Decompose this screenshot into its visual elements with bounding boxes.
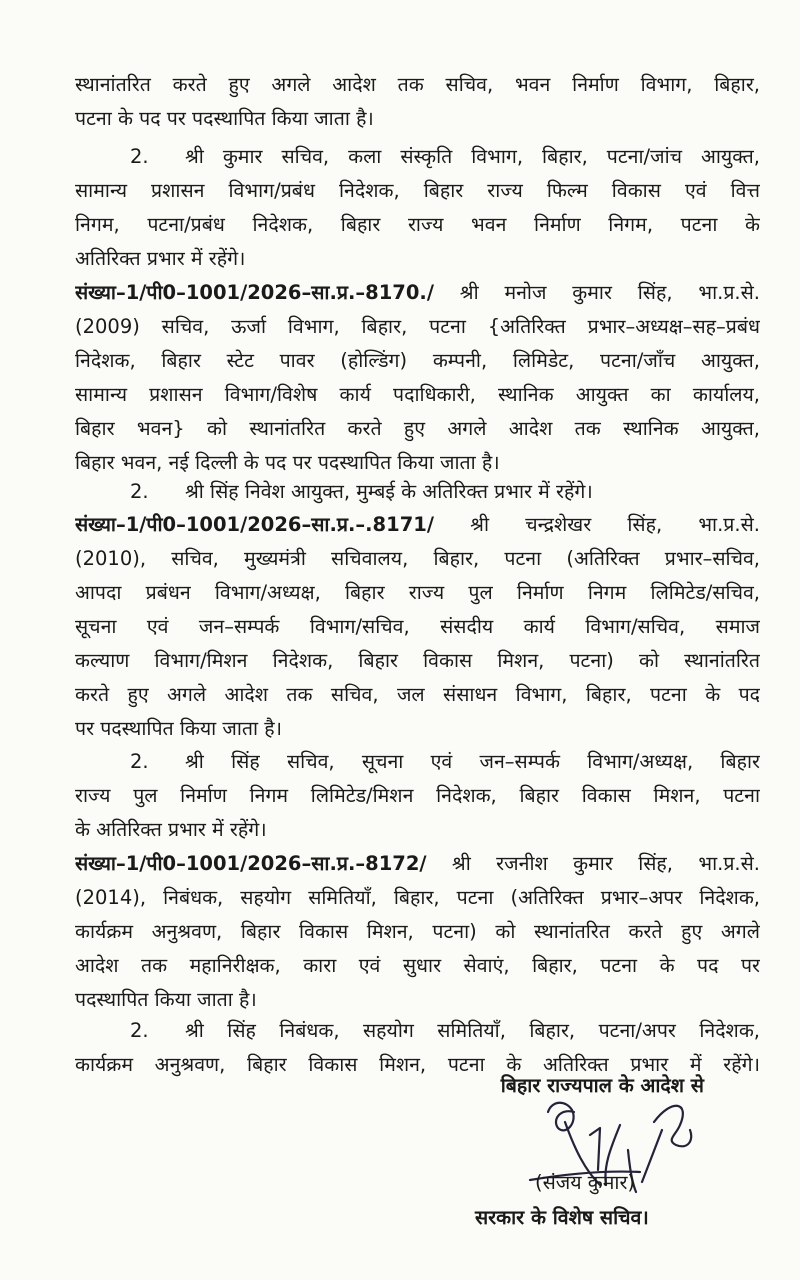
text-line: कार्यक्रम अनुश्रवण, बिहार विकास मिशन, पटना) को स्थानांतरित करते हुए अगले [75,920,760,943]
text-line: पटना के पद पर पदस्थापित किया जाता है। [75,107,374,130]
text-line: आदेश तक महानिरीक्षक, कारा एवं सुधार सेवाएं, बिहार, पटना के पद पर [75,954,760,977]
clause-text: श्री सिंह निवेश आयुक्त, मुम्बई के अतिरिक्त प्रभार में रहेंगे। [185,480,593,503]
text-line: निगम, पटना/प्रबंध निदेशक, बिहार राज्य भवन निर्माण निगम, पटना के [75,213,760,236]
text-line: के अतिरिक्त प्रभार में रहेंगे। [75,818,267,841]
text-segment: श्री रजनीश कुमार सिंह, भा.प्र.से. [426,852,760,875]
clause-number: 2. [130,145,149,168]
text-line: स्थानांतरित करते हुए अगले आदेश तक सचिव, भवन निर्माण विभाग, बिहार, [75,73,760,96]
clause-text: श्री कुमार सचिव, कला संस्कृति विभाग, बिहार, पटना/जांच आयुक्त, [185,145,760,168]
text-line: निदेशक, बिहार स्टेट पावर (होल्डिंग) कम्पनी, लिमिडेट, पटना/जाँच आयुक्त, [75,349,760,372]
order-reference: संख्या–1/पी0–1001/2026–सा.प्र.–8170./ [75,281,434,304]
text-segment: श्री मनोज कुमार सिंह, भा.प्र.से. [433,281,760,304]
order-authority: बिहार राज्यपाल के आदेश से [500,1074,704,1097]
text-line: राज्य पुल निर्माण निगम लिमिटेड/मिशन निदेशक, बिहार विकास मिशन, पटना [75,784,760,807]
text-line: पर पदस्थापित किया जाता है। [75,717,283,740]
text-line: पदस्थापित किया जाता है। [75,988,257,1011]
order-reference: संख्या–1/पी0–1001/2026–सा.प्र.–8172/ [75,852,427,875]
text-line: (2014), निबंधक, सहयोग समितियाँ, बिहार, पटना (अतिरिक्त प्रभार–अपर निदेशक, [75,886,760,909]
text-line: बिहार भवन, नई दिल्ली के पद पर पदस्थापित किया जाता है। [75,451,500,474]
text-line: (2009) सचिव, ऊर्जा विभाग, बिहार, पटना {अतिरिक्त प्रभार–अध्यक्ष–सह–प्रबंध [75,315,760,338]
signatory-name: (संजय कुमार) [535,1171,636,1194]
text-line: सूचना एवं जन–सम्पर्क विभाग/सचिव, संसदीय कार्य विभाग/सचिव, समाज [75,615,760,638]
clause-number: 2. [130,1019,149,1042]
text-line: कार्यक्रम अनुश्रवण, बिहार विकास मिशन, पटना के अतिरिक्त प्रभार में रहेंगे। [75,1053,760,1076]
clause-number: 2. [130,480,149,503]
text-line: आपदा प्रबंधन विभाग/अध्यक्ष, बिहार राज्य पुल निर्माण निगम लिमिटेड/सचिव, [75,581,760,604]
text-line: बिहार भवन} को स्थानांतरित करते हुए अगले आदेश तक स्थानिक आयुक्त, [75,417,760,440]
text-line: करते हुए अगले आदेश तक सचिव, जल संसाधन विभाग, बिहार, पटना के पद [75,683,760,706]
text-line: सामान्य प्रशासन विभाग/विशेष कार्य पदाधिकारी, स्थानिक आयुक्त का कार्यालय, [75,383,760,406]
clause-text: श्री सिंह निबंधक, सहयोग समितियाँ, बिहार, पटना/अपर निदेशक, [185,1019,760,1042]
signatory-designation: सरकार के विशेष सचिव। [475,1206,649,1229]
text-line: अतिरिक्त प्रभार में रहेंगे। [75,247,246,270]
order-reference: संख्या–1/पी0–1001/2026–सा.प्र.–.8171/ [75,513,434,536]
text-line: कल्याण विभाग/मिशन निदेशक, बिहार विकास मिशन, पटना) को स्थानांतरित [75,649,760,672]
clause-text: श्री सिंह सचिव, सूचना एवं जन–सम्पर्क विभाग/अध्यक्ष, बिहार [185,750,760,773]
text-segment: श्री चन्द्रशेखर सिंह, भा.प्र.से. [433,513,760,536]
clause-number: 2. [130,750,149,773]
text-line: सामान्य प्रशासन विभाग/प्रबंध निदेशक, बिहार राज्य फिल्म विकास एवं वित्त [75,179,760,202]
text-line: (2010), सचिव, मुख्यमंत्री सचिवालय, बिहार, पटना (अतिरिक्त प्रभार–सचिव, [75,547,760,570]
